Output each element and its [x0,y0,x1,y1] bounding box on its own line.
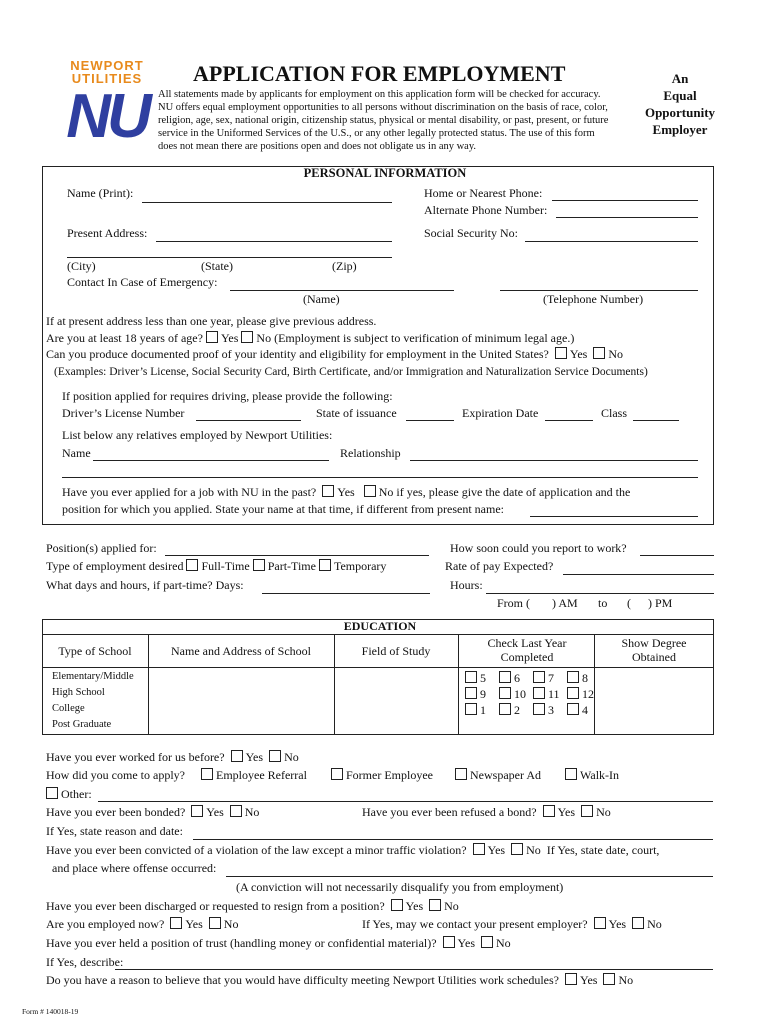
employed-question-text: Are you employed now? [46,917,165,931]
proof-yes-label: Yes [569,347,588,361]
emergency-name-field[interactable] [230,290,454,291]
employed-yes-checkbox[interactable] [170,917,182,929]
worked-yes-label: Yes [245,750,264,764]
alt-phone-field[interactable] [556,217,698,218]
schedule-question [46,973,633,988]
year-checkbox-3[interactable] [533,703,545,715]
discharged-question [46,899,459,914]
newspaper-checkbox[interactable] [455,768,467,780]
conviction-note: (A conviction will not necessarily disqualify you from employment) [236,880,564,894]
proof-no-label: No [608,347,624,361]
year-checkbox-2[interactable] [499,703,511,715]
applied-yes-checkbox[interactable] [322,485,334,497]
year-row-1 [465,671,588,686]
edu-col-rule-4 [594,634,595,734]
former-option [331,768,433,783]
trust-no-label: No [496,936,511,950]
contact-no-checkbox[interactable] [632,917,644,929]
report-label: How soon could you report to work? [450,541,627,555]
applied-no-checkbox[interactable] [364,485,376,497]
bonded-yes-label: Yes [206,805,224,819]
am-label: ) AM [552,596,578,610]
state-issuance-label: State of issuance [316,406,397,420]
ssn-field[interactable] [525,241,698,242]
year-checkbox-7[interactable] [533,671,545,683]
year-row-3 [465,703,588,718]
convicted-no-checkbox[interactable] [511,843,523,855]
age-no-checkbox[interactable] [241,331,253,343]
age-question [46,331,574,346]
year-label-11: 11 [548,687,560,701]
walkin-label: Walk-In [580,768,620,782]
walkin-checkbox[interactable] [565,768,577,780]
full-time-checkbox[interactable] [186,559,198,571]
expiration-label: Expiration Date [462,406,539,420]
year-row-2 [465,687,594,702]
edu-row-high-school: High School [52,687,105,698]
home-phone-label: Home or Nearest Phone: [424,186,543,200]
eoe-line-4: Employer [652,122,708,137]
discharged-yes-label: Yes [405,899,424,913]
edu-row-college: College [52,703,85,714]
year-label-1: 1 [480,703,486,717]
ssn-label: Social Security No: [424,226,518,240]
convicted-question-text: Have you ever been convicted of a violation of the law except a minor traffic violation? [46,843,467,857]
intro-line-1: All statements made by applicants for employment on this application form will be checked for accuracy. [158,89,601,100]
refused-no-label: No [596,805,611,819]
other-checkbox[interactable] [46,787,58,799]
refused-no-checkbox[interactable] [581,805,593,817]
newspaper-label: Newspaper Ad [470,768,541,782]
relative-name-label: Name [62,446,91,460]
days-field[interactable] [262,593,430,594]
discharged-no-checkbox[interactable] [429,899,441,911]
eoe-line-1: An [671,71,689,86]
emergency-phone-field[interactable] [500,290,698,291]
applied-details-field[interactable] [530,516,698,517]
convicted-yes-checkbox[interactable] [473,843,485,855]
report-field[interactable] [640,555,714,556]
to-label: to [598,596,608,610]
page-title: APPLICATION FOR EMPLOYMENT [193,61,566,86]
intro-line-3: religion, age, sex, national origin, citizenship status, physical or mental disability, or past, present, or future [158,115,609,126]
city-caption: (City) [67,259,96,273]
relationship-field[interactable] [410,460,698,461]
former-label: Former Employee [346,768,433,782]
refused-yes-label: Yes [557,805,576,819]
bonded-no-checkbox[interactable] [230,805,242,817]
open-paren: ( [627,596,631,610]
personal-heading: PERSONAL INFORMATION [303,166,467,180]
referral-checkbox[interactable] [201,768,213,780]
proof-yes-checkbox[interactable] [555,347,567,359]
year-label-9: 9 [480,687,486,701]
worked-no-checkbox[interactable] [269,750,281,762]
former-checkbox[interactable] [331,768,343,780]
employed-question [46,917,238,932]
present-address-field[interactable] [156,241,392,242]
contact-question [362,917,662,932]
trust-yes-label: Yes [457,936,476,950]
year-label-12: 12 [582,687,594,701]
hours-field[interactable] [486,593,714,594]
name-print-label: Name (Print): [67,186,134,200]
logo-line1: NEWPORT [70,58,144,73]
year-checkbox-5[interactable] [465,671,477,683]
referral-option [201,768,307,783]
edu-row-elementary: Elementary/Middle [52,671,134,682]
trust-no-checkbox[interactable] [481,936,493,948]
eoe-line-3: Opportunity [644,105,716,120]
part-time-label: Part-Time [267,559,316,573]
year-checkbox-8[interactable] [567,671,579,683]
describe-field[interactable] [115,969,713,970]
trust-question-text: Have you ever held a position of trust (handling money or confidential material)? [46,936,437,950]
class-field[interactable] [633,420,679,421]
contact-yes-label: Yes [608,917,627,931]
year-label-2: 2 [514,703,520,717]
worked-question [46,750,299,765]
bonded-no-label: No [244,805,260,819]
form-number: Form # 140018-19 [22,1007,79,1016]
worked-question-text: Have you ever worked for us before? [46,750,225,764]
employed-no-label: No [223,917,239,931]
how-apply-label: How did you come to apply? [46,768,185,782]
refused-yes-checkbox[interactable] [543,805,555,817]
age-yes-label: Yes [220,331,239,345]
relatives-label: List below any relatives employed by Newport Utilities: [62,428,333,442]
hours-label: Hours: [450,578,483,592]
edu-col-name: Name and Address of School [171,644,311,658]
walkin-option [565,768,619,783]
trust-question [46,936,511,951]
reason-label: If Yes, state reason and date: [46,824,183,838]
position-applied-field[interactable] [165,555,429,556]
examples-note: (Examples: Driver’s License, Social Security Card, Birth Certificate, and/or Immigration and Naturalization Service Documents) [54,366,648,378]
applied-no-label: No if yes, please give the date of application and the [378,485,631,499]
emergency-phone-caption: (Telephone Number) [543,292,644,306]
expiration-field[interactable] [545,420,593,421]
state-caption: (State) [201,259,233,273]
describe-label: If Yes, describe: [46,955,124,969]
name-print-field[interactable] [142,202,392,203]
edu-header-rule [42,667,713,668]
contact-question-text: If Yes, may we contact your present employer? [362,917,588,931]
year-label-5: 5 [480,671,486,685]
schedule-question-text: Do you have a reason to believe that you would have difficulty meeting Newport Utilities work schedules? [46,973,559,987]
year-label-3: 3 [548,703,554,717]
days-label: What days and hours, if part-time? Days: [46,578,244,592]
edu-col-rule-3 [458,634,459,734]
place-field[interactable] [226,876,713,877]
applied-yes-label: Yes [337,485,355,499]
alt-phone-label: Alternate Phone Number: [424,203,548,217]
employment-type-label: Type of employment desired [46,559,184,573]
rate-label: Rate of pay Expected? [445,559,554,573]
discharged-yes-checkbox[interactable] [391,899,403,911]
temporary-label: Temporary [333,559,387,573]
driving-label: If position applied for requires driving, please provide the following: [62,389,393,403]
edu-row-post-graduate: Post Graduate [52,719,112,730]
temporary-checkbox[interactable] [319,559,331,571]
trust-yes-checkbox[interactable] [443,936,455,948]
place-label: and place where offense occurred: [52,861,217,875]
logo [62,58,152,153]
year-checkbox-4[interactable] [567,703,579,715]
intro-line-4: service in the Uniformed Services of the U.S., or any other legally protected status. The use of this form [158,128,595,139]
logo-mark: NU [66,82,148,151]
discharged-no-label: No [444,899,459,913]
year-checkbox-6[interactable] [499,671,511,683]
eoe-statement [635,70,725,138]
dl-number-label: Driver’s License Number [62,406,185,420]
year-label-7: 7 [548,671,554,685]
bonded-yes-checkbox[interactable] [191,805,203,817]
convicted-question [46,843,659,858]
newspaper-option [455,768,541,783]
year-checkbox-10[interactable] [499,687,511,699]
employment-type [46,559,386,574]
rate-field[interactable] [563,574,714,575]
year-label-6: 6 [514,671,520,685]
proof-question [46,347,623,362]
schedule-no-label: No [618,973,634,987]
worked-no-label: No [284,750,299,764]
intro-line-2: NU offers equal employment opportunities to all persons without discrimination on the basis of race, color, [158,102,608,113]
from-label: From ( [497,596,530,610]
edu-col-field: Field of Study [361,644,431,658]
applied-question [62,485,630,500]
eoe-line-2: Equal [663,88,697,103]
schedule-yes-checkbox[interactable] [565,973,577,985]
edu-heading-rule [42,634,713,635]
convicted-tail: If Yes, state date, court, [546,843,660,857]
zip-caption: (Zip) [332,259,357,273]
year-label-8: 8 [582,671,588,685]
bonded-question [46,805,259,820]
intro-line-5: does not mean there are positions open and does not obligate us in any way. [158,141,477,152]
age-no-label: No (Employment is subject to verification of minimum legal age.) [256,331,575,345]
schedule-no-checkbox[interactable] [603,973,615,985]
convicted-no-label: No [526,843,541,857]
position-applied-label: Position(s) applied for: [46,541,157,555]
year-checkbox-11[interactable] [533,687,545,699]
relatives-extra-field[interactable] [62,477,698,478]
dl-number-field[interactable] [196,420,301,421]
prev-address-label: If at present address less than one year, please give previous address. [46,314,377,328]
logo-line2: UTILITIES [71,71,143,86]
schedule-yes-label: Yes [579,973,598,987]
edu-col-type: Type of School [58,644,132,658]
refused-question-text: Have you ever been refused a bond? [362,805,537,819]
other-option [46,787,92,802]
convicted-yes-label: Yes [487,843,506,857]
proof-no-checkbox[interactable] [593,347,605,359]
relative-name-field[interactable] [93,460,329,461]
year-checkbox-1[interactable] [465,703,477,715]
relationship-label: Relationship [340,446,401,460]
discharged-question-text: Have you ever been discharged or requested to resign from a position? [46,899,385,913]
pm-label: ) PM [648,596,673,610]
state-issuance-field[interactable] [406,420,454,421]
emergency-name-caption: (Name) [303,292,340,306]
edu-col-year: Check Last Year Completed [487,636,567,664]
age-question-text: Are you at least 18 years of age? [46,331,203,345]
year-checkbox-9[interactable] [465,687,477,699]
proof-question-text: Can you produce documented proof of your identity and eligibility for employment in the United States? [46,347,549,361]
employed-no-checkbox[interactable] [209,917,221,929]
year-label-10: 10 [514,687,526,701]
worked-yes-checkbox[interactable] [231,750,243,762]
applied-line-2: position for which you applied. State your name at that time, if different from present name: [62,502,504,516]
year-label-4: 4 [582,703,588,717]
contact-no-label: No [647,917,662,931]
edu-col-degree: Show Degree Obtained [621,636,687,664]
full-time-label: Full-Time [201,559,250,573]
reason-field[interactable] [193,839,713,840]
other-label: Other: [61,787,92,801]
present-address-field-2[interactable] [67,257,392,258]
emergency-label: Contact In Case of Emergency: [67,275,218,289]
refused-question [362,805,611,820]
class-label: Class [601,406,628,420]
bonded-question-text: Have you ever been bonded? [46,805,186,819]
year-checkbox-12[interactable] [567,687,579,699]
home-phone-field[interactable] [552,200,698,201]
age-yes-checkbox[interactable] [206,331,218,343]
referral-label: Employee Referral [216,768,307,782]
contact-yes-checkbox[interactable] [594,917,606,929]
applied-question-text: Have you ever applied for a job with NU in the past? [62,485,317,499]
other-field[interactable] [98,801,713,802]
education-heading: EDUCATION [343,619,417,633]
employed-yes-label: Yes [185,917,203,931]
present-address-label: Present Address: [67,226,148,240]
part-time-checkbox[interactable] [253,559,265,571]
